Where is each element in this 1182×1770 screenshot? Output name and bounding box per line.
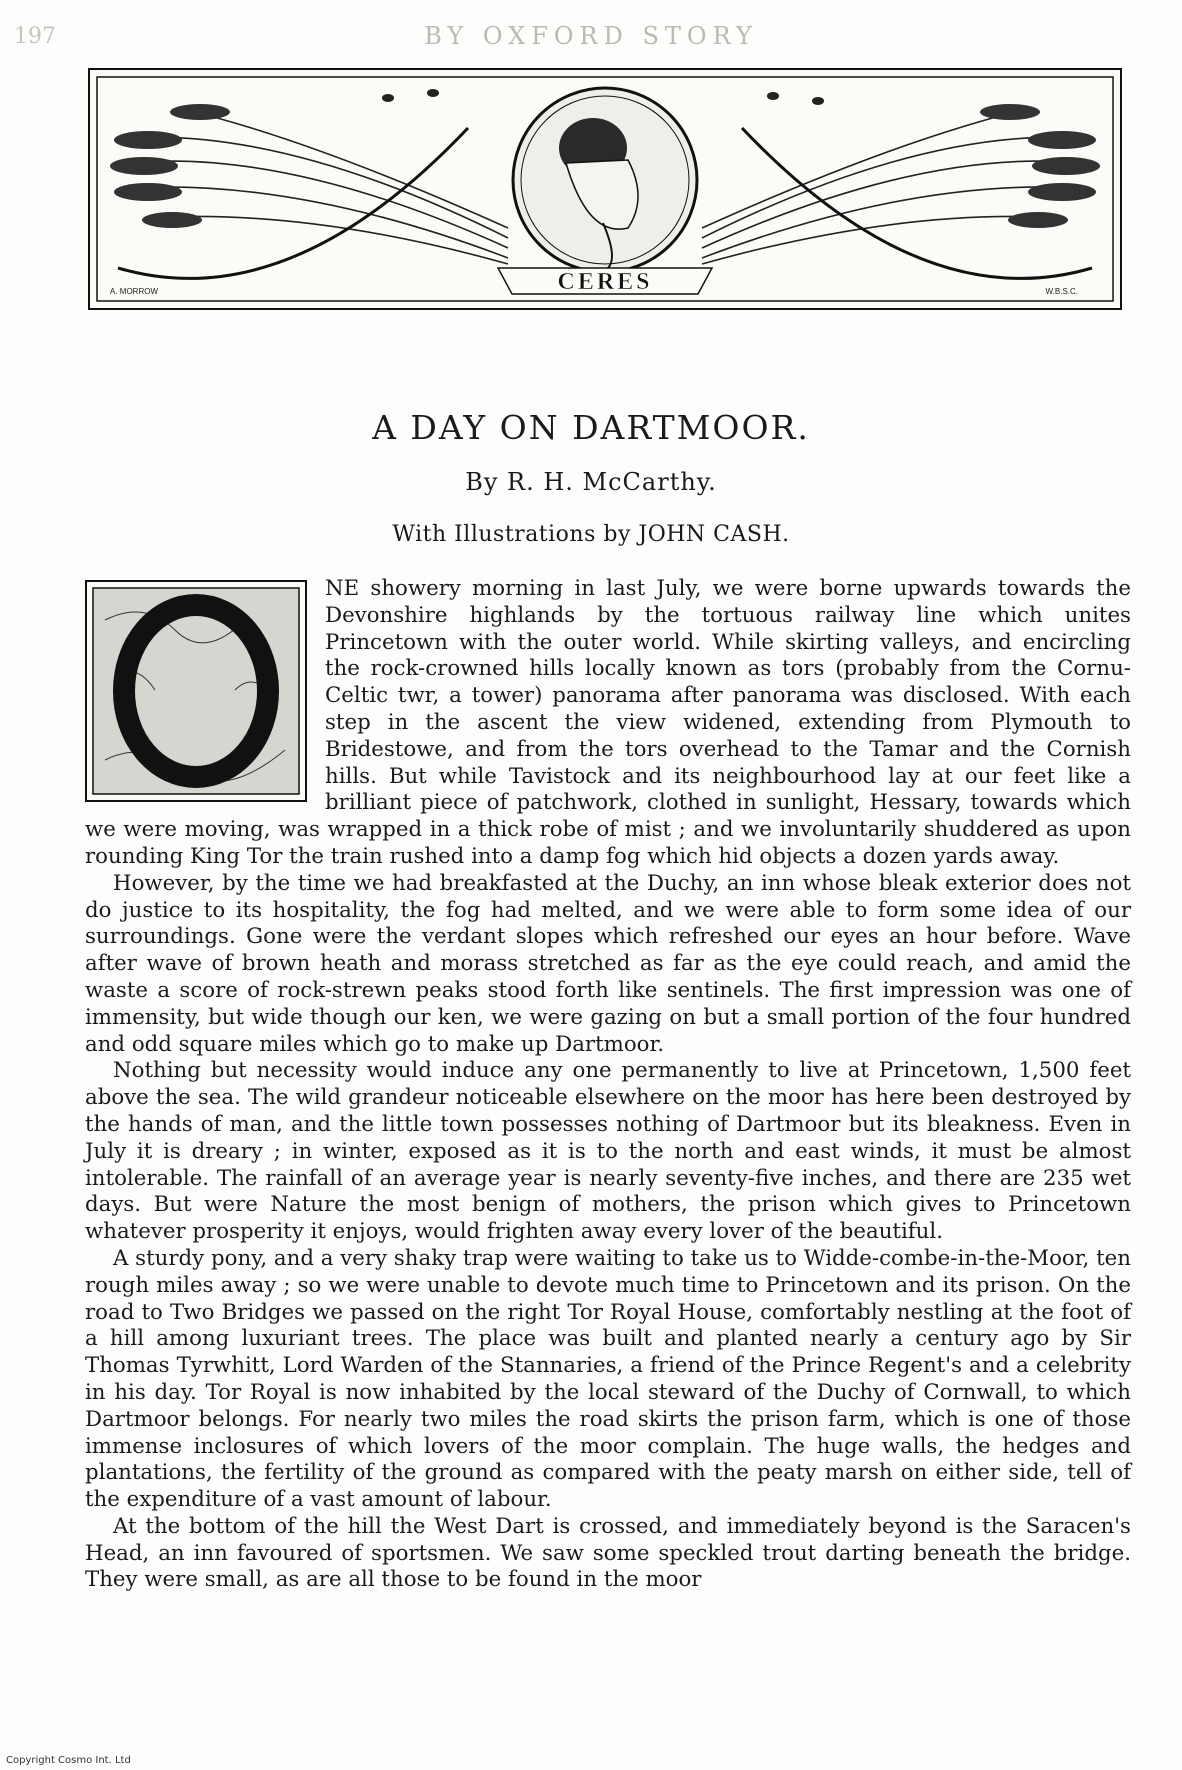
paragraph-3: Nothing but necessity would induce any one permanently to live at Princetown, 1,500 feet above the sea. The wild grandeur noticeable elsewhere on the moor has here been destroyed by the hands of man, and the little town possesses nothing of Dartmoor but its bleakness. Even in July it is dreary ; in winter, exposed as it is to the north and east winds, it must be almost intolerable. The rainfall of an average year is nearly seventy-five inches, and there are 235 wet days. But were Nature the most benign of mothers, the prison which gives to Princetown whatever prosperity it enjoys, would frighten away every lover of the beautiful.	[85, 1058, 1131, 1245]
artist-signature-left: A. MORROW	[110, 287, 158, 296]
artist-signature-right: W.B.S.C.	[1045, 287, 1078, 296]
page-number: 197	[14, 24, 56, 49]
article-title: A DAY ON DARTMOOR.	[372, 408, 810, 447]
paragraph-5: At the bottom of the hill the West Dart is crossed, and immediately beyond is the Saracen's Head, an inn favoured of sportsmen. We saw some speckled trout darting beneath the bridge. They were small, as are all those to be found in the moor	[85, 1513, 1131, 1593]
paragraph-4: A sturdy pony, and a very shaky trap were waiting to take us to Widde-combe-in-the-Moor, ten rough miles away ; so we were unable to devote much time to Princetown and its prison. On the road to Two Bridges we passed on the right Tor Royal House, comfortably nestling at the foot of a hill among luxuriant trees. The place was built and planted nearly a century ago by Sir Thomas Tyrwhitt, Lord Warden of the Stannaries, a friend of the Prince Regent's and a celebrity in his day. Tor Royal is now inhabited by the local steward of the Duchy of Cornwall, to which Dartmoor belongs. For nearly two miles the road skirts the prison farm, which is one of those immense inclosures of which lovers of the moor complain. The huge walls, the hedges and plantations, the fertility of the ground as compared with the peaty marsh on either side, tell of the expenditure of a vast amount of labour.	[85, 1245, 1131, 1513]
article-body	[85, 576, 1131, 1594]
ceres-illustration	[88, 68, 1122, 310]
copyright-notice: Copyright Cosmo Int. Ltd	[6, 1755, 131, 1766]
dropcap-o	[85, 580, 307, 802]
paragraph-1: NE showery morning in last July, we were borne upwards towards the Devonshire highlands by the tortuous railway line which unites Princetown with the outer world. While skirting valleys, and encircling the rock-crowned hills locally known as tors (probably from the Cornu-Celtic twr, a tower) panorama after panorama was disclosed. With each step in the ascent the view widened, extending from Plymouth to Bridestowe, and from the tors overhead to the Tamar and the Cornish hills. But while Tavistock and its neighbourhood lay at our feet like a brilliant piece of patchwork, clothed in sunlight, Hessary, towards which we were moving, was wrapped in a thick robe of mist ; and we involuntarily shuddered as upon rounding King Tor the train rushed into a damp fog which hid objects a dozen yards away.	[85, 576, 1131, 869]
illustration-credit: With Illustrations by JOHN CASH.	[392, 522, 790, 547]
headpiece-label: CERES	[557, 269, 653, 295]
ceres-headpiece	[88, 68, 1122, 310]
article-byline: By R. H. McCarthy.	[465, 468, 717, 496]
running-head: BY OXFORD STORY	[424, 22, 758, 50]
paragraph-2: However, by the time we had breakfasted at the Duchy, an inn whose bleak exterior does not do justice to its hospitality, the fog had melted, and we were able to form some idea of our surroundings. Gone were the verdant slopes which refreshed our eyes an hour before. Wave after wave of brown heath and morass stretched as far as the eye could reach, and amid the waste a score of rock-strewn peaks stood forth like sentinels. The first impression was one of immensity, but wide though our ken, we were gazing on but a small portion of the four hundred and odd square miles which go to make up Dartmoor.	[85, 870, 1131, 1057]
